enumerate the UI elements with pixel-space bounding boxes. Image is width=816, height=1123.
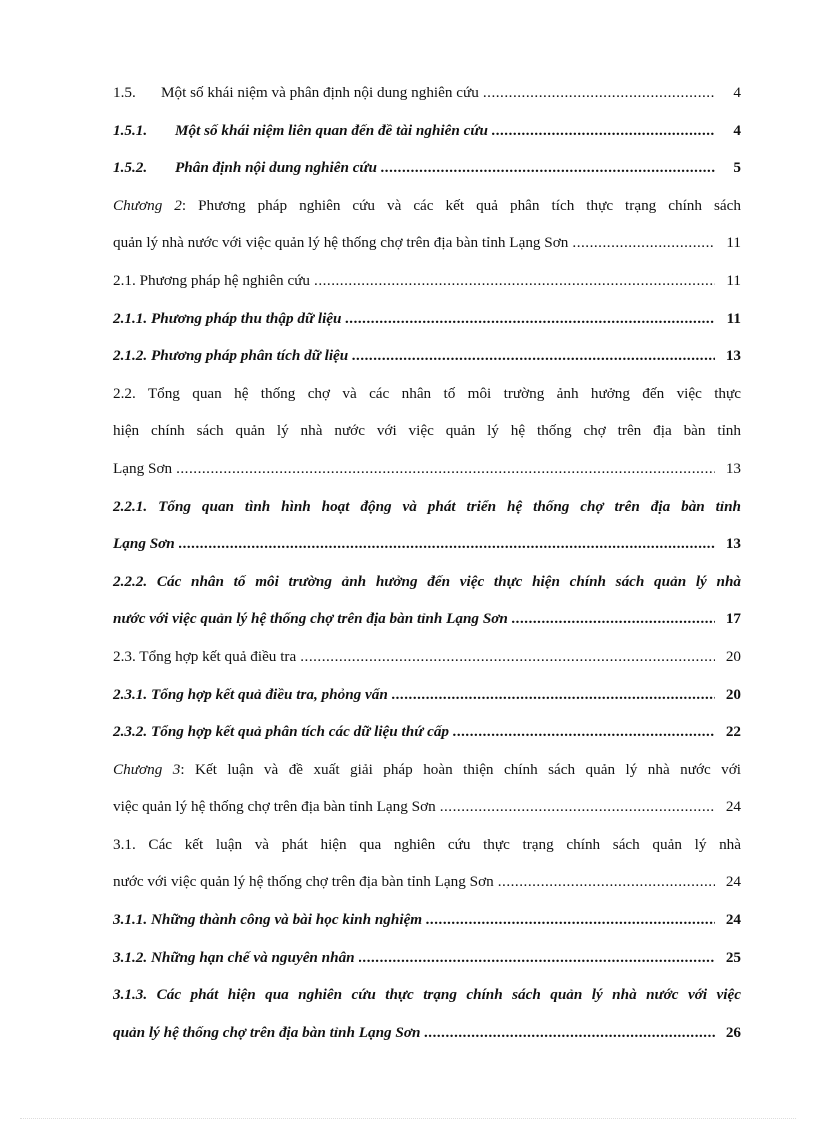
toc-title-line-1: 2.2. Tổng quan hệ thống chợ và các nhân tố môi trường ảnh hưởng đến việc thực — [113, 384, 741, 402]
leader-dots — [345, 300, 715, 338]
toc-entry-2-3-2[interactable] — [113, 713, 741, 751]
toc-number: 1.5.2. — [113, 159, 148, 177]
toc-title: Phân định nội dung nghiên cứu — [175, 159, 377, 177]
toc-page-number: 11 — [726, 309, 741, 327]
toc-title: 2.1.1. Phương pháp thu thập dữ liệu — [113, 309, 342, 327]
toc-title: 3.1.1. Những thành công và bài học kinh nghiệm — [113, 911, 423, 929]
toc-title-line-2: Lạng Sơn — [113, 535, 175, 553]
toc-page-number: 20 — [725, 647, 741, 665]
leader-dots — [359, 939, 715, 977]
chapter-label: Chương 3 — [113, 760, 181, 778]
toc-title: Một số khái niệm và phân định nội dung nghiên cứu — [161, 84, 479, 101]
leader-dots — [483, 74, 715, 112]
toc-title-line-1: 2.2.2. Các nhân tố môi trường ảnh hưởng đến việc thực hiện chính sách quản lý nhà — [113, 572, 741, 590]
toc-number: 1.5.1. — [113, 121, 148, 139]
toc-title: 2.3.2. Tổng hợp kết quả phân tích các dữ liệu thứ cấp — [113, 723, 450, 741]
toc-title-line-1: 3.1.3. Các phát hiện qua nghiên cứu thực trạng chính sách quản lý nhà nước với việc — [113, 986, 741, 1004]
toc-entry-3-1[interactable] — [113, 826, 741, 901]
leader-dots — [381, 149, 715, 187]
leader-dots — [426, 901, 715, 939]
toc-page-number: 22 — [725, 723, 741, 741]
toc-entry-chapter-2[interactable] — [113, 187, 741, 262]
toc-page-number: 11 — [726, 234, 741, 252]
toc-entry-2-2-1[interactable] — [113, 488, 741, 563]
toc-title: 3.1.2. Những hạn chế và nguyên nhân — [113, 948, 355, 966]
toc-entry-1-5-1[interactable] — [113, 112, 741, 150]
toc-title-line-1: 3.1. Các kết luận và phát hiện qua nghiên cứu thực trạng chính sách quản lý nhà — [113, 835, 741, 853]
leader-dots — [424, 1014, 715, 1052]
leader-dots — [453, 713, 715, 751]
toc-page-number: 26 — [725, 1023, 741, 1041]
leader-dots — [352, 337, 715, 375]
toc-title-line-3: Lạng Sơn — [113, 459, 173, 477]
toc-entry-chapter-3[interactable] — [113, 751, 741, 826]
toc-title-line-2: nước với việc quản lý hệ thống chợ trên địa bàn tỉnh Lạng Sơn — [113, 873, 494, 891]
toc-page-number: 4 — [733, 84, 741, 101]
toc-page-number: 24 — [725, 911, 741, 929]
leader-dots — [572, 224, 715, 262]
toc-page-number: 13 — [725, 535, 741, 553]
toc-title-line-2: việc quản lý hệ thống chợ trên địa bàn tỉnh Lạng Sơn — [113, 798, 436, 816]
toc-page-number: 13 — [725, 459, 741, 477]
toc-entry-2-3-1[interactable] — [113, 676, 741, 714]
toc-entry-1-5[interactable] — [113, 74, 741, 112]
leader-dots — [314, 262, 715, 300]
leader-dots — [179, 525, 715, 563]
toc-title-line-2: quản lý hệ thống chợ trên địa bàn tỉnh Lạng Sơn — [113, 1023, 421, 1041]
toc-entry-1-5-2[interactable] — [113, 149, 741, 187]
table-of-contents — [113, 74, 741, 1051]
toc-entry-2-1-2[interactable] — [113, 337, 741, 375]
page-bottom-divider — [20, 1118, 796, 1119]
toc-title-line-1: 2.2.1. Tổng quan tình hình hoạt động và phát triển hệ thống chợ trên địa bàn tỉnh — [113, 497, 741, 515]
toc-entry-2-1-1[interactable] — [113, 300, 741, 338]
leader-dots — [392, 676, 715, 714]
toc-number: 1.5. — [113, 84, 136, 101]
toc-title-line-1: : Phương pháp nghiên cứu và các kết quả phân tích thực trạng chính sách — [181, 196, 741, 214]
toc-entry-2-1[interactable] — [113, 262, 741, 300]
toc-title: 2.3.1. Tổng hợp kết quả điều tra, phỏng vấn — [113, 685, 388, 703]
toc-title-line-2: nước với việc quản lý hệ thống chợ trên địa bàn tỉnh Lạng Sơn — [113, 610, 508, 628]
toc-page-number: 11 — [726, 271, 741, 289]
toc-title-line-2: hiện chính sách quản lý nhà nước với việc quản lý hệ thống chợ trên địa bàn tỉnh — [113, 422, 741, 440]
toc-title-line-1: : Kết luận và đề xuất giải pháp hoàn thiện chính sách quản lý nhà nước với — [180, 760, 741, 778]
leader-dots — [512, 600, 715, 638]
toc-page-number: 17 — [725, 610, 741, 628]
toc-entry-3-1-2[interactable] — [113, 939, 741, 977]
toc-entry-3-1-1[interactable] — [113, 901, 741, 939]
toc-page-number: 13 — [725, 347, 741, 365]
toc-entry-2-3[interactable] — [113, 638, 741, 676]
leader-dots — [440, 788, 715, 826]
toc-page-number: 24 — [725, 798, 741, 816]
toc-page-number: 24 — [725, 873, 741, 891]
chapter-label: Chương 2 — [113, 196, 182, 214]
toc-entry-2-2[interactable] — [113, 375, 741, 488]
toc-title: 2.1. Phương pháp hệ nghiên cứu — [113, 271, 311, 289]
toc-page-number: 4 — [733, 121, 741, 139]
toc-title: Một số khái niệm liên quan đến đề tài nghiên cứu — [175, 121, 488, 139]
leader-dots — [498, 863, 715, 901]
toc-title-line-2: quản lý nhà nước với việc quản lý hệ thống chợ trên địa bàn tỉnh Lạng Sơn — [113, 234, 569, 252]
leader-dots — [176, 450, 715, 488]
toc-page-number: 5 — [733, 159, 741, 177]
toc-page-number: 25 — [725, 948, 741, 966]
toc-title: 2.3. Tổng hợp kết quả điều tra — [113, 647, 297, 665]
leader-dots — [300, 638, 715, 676]
toc-title: 2.1.2. Phương pháp phân tích dữ liệu — [113, 347, 349, 365]
leader-dots — [492, 112, 715, 150]
toc-entry-3-1-3[interactable] — [113, 976, 741, 1051]
toc-entry-2-2-2[interactable] — [113, 563, 741, 638]
toc-page-number: 20 — [725, 685, 741, 703]
